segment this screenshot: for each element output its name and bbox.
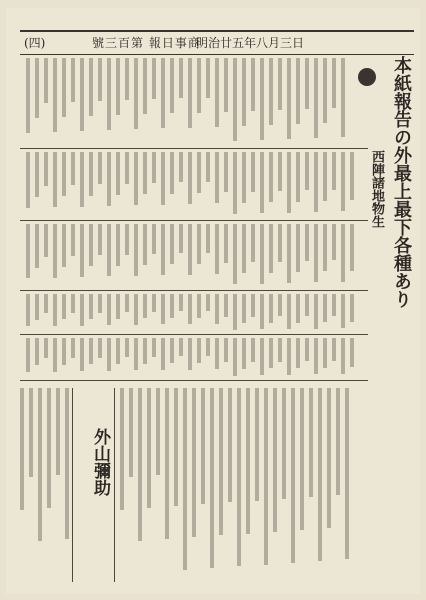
print-column xyxy=(26,152,30,208)
print-column xyxy=(341,294,345,328)
print-column xyxy=(210,388,214,568)
print-column xyxy=(224,294,228,317)
print-column xyxy=(341,224,345,282)
print-column xyxy=(291,388,295,563)
print-column xyxy=(80,338,84,371)
print-column xyxy=(215,338,219,369)
print-column xyxy=(350,152,354,200)
print-column xyxy=(197,224,201,264)
print-column xyxy=(224,338,228,362)
print-column xyxy=(179,338,183,356)
print-column xyxy=(26,58,30,133)
print-column xyxy=(35,224,39,268)
print-column xyxy=(323,152,327,201)
print-column xyxy=(314,152,318,212)
print-column xyxy=(197,152,201,193)
print-column xyxy=(260,338,264,375)
print-column xyxy=(26,338,30,372)
print-column xyxy=(323,224,327,271)
print-column xyxy=(71,294,75,313)
print-column xyxy=(62,224,66,267)
print-column xyxy=(170,294,174,318)
print-column xyxy=(179,152,183,182)
print-column xyxy=(129,388,133,477)
print-column xyxy=(323,338,327,368)
print-column xyxy=(44,338,48,358)
column-rule xyxy=(20,148,368,149)
print-column xyxy=(170,152,174,194)
print-column xyxy=(242,152,246,203)
print-column xyxy=(170,224,174,264)
print-column xyxy=(260,294,264,329)
print-column xyxy=(345,388,349,559)
print-column xyxy=(242,58,246,126)
print-column xyxy=(35,58,39,118)
column-rule xyxy=(72,388,73,582)
print-column xyxy=(134,338,138,370)
print-column xyxy=(332,58,336,108)
print-column xyxy=(53,224,57,278)
print-column xyxy=(35,152,39,197)
print-column xyxy=(188,224,192,275)
print-column xyxy=(161,224,165,275)
print-column xyxy=(251,224,255,262)
print-column xyxy=(305,58,309,109)
print-column xyxy=(318,388,322,561)
print-column xyxy=(98,224,102,255)
print-column xyxy=(323,294,327,322)
print-column xyxy=(143,152,147,194)
print-column xyxy=(287,152,291,213)
print-column xyxy=(80,58,84,131)
print-column xyxy=(215,152,219,203)
print-column xyxy=(233,294,237,330)
print-column xyxy=(62,152,66,196)
print-column xyxy=(287,338,291,375)
print-column xyxy=(215,58,219,127)
print-column xyxy=(314,338,318,374)
print-column xyxy=(152,224,156,254)
print-column xyxy=(269,58,273,125)
print-column xyxy=(269,224,273,273)
print-column xyxy=(134,294,138,325)
print-column xyxy=(287,294,291,329)
column-rule xyxy=(20,334,368,335)
print-column xyxy=(237,388,241,566)
headline-main: 本紙報告の外最上最下各種あり xyxy=(391,56,412,308)
print-column xyxy=(143,294,147,318)
print-column xyxy=(242,338,246,369)
print-column xyxy=(116,58,120,115)
print-column xyxy=(224,152,228,192)
newspaper-page xyxy=(6,8,420,594)
page-number: (四) xyxy=(24,36,46,50)
print-column xyxy=(269,338,273,368)
print-column xyxy=(251,58,255,111)
print-column xyxy=(116,224,120,266)
print-column xyxy=(125,294,129,312)
print-column xyxy=(197,294,201,318)
print-column xyxy=(251,152,255,192)
print-column xyxy=(53,152,57,207)
print-column xyxy=(147,388,151,508)
print-column xyxy=(152,152,156,183)
print-column xyxy=(332,338,336,361)
print-column xyxy=(332,224,336,260)
print-column xyxy=(89,294,93,319)
print-column xyxy=(62,338,66,365)
print-column xyxy=(264,388,268,565)
print-column xyxy=(53,338,57,372)
print-column xyxy=(143,338,147,364)
print-column xyxy=(197,338,201,363)
print-column xyxy=(44,152,48,186)
print-column xyxy=(179,58,183,98)
print-column xyxy=(38,388,42,541)
print-column xyxy=(65,388,69,539)
print-column xyxy=(89,152,93,196)
print-column xyxy=(201,388,205,504)
print-column xyxy=(134,224,138,276)
print-column xyxy=(179,294,183,311)
advertiser-name: 外山彌助 xyxy=(90,428,110,496)
print-column xyxy=(206,152,210,182)
print-column xyxy=(62,58,66,117)
section-heading: 西陣諸地物生 xyxy=(369,150,384,228)
print-column xyxy=(282,388,286,499)
print-column xyxy=(278,152,282,191)
print-column xyxy=(260,58,264,140)
print-column xyxy=(269,294,273,323)
print-column xyxy=(161,294,165,324)
print-column xyxy=(183,388,187,570)
print-column xyxy=(152,294,156,312)
print-column xyxy=(125,58,129,100)
print-column xyxy=(296,58,300,124)
print-column xyxy=(278,224,282,262)
print-column xyxy=(152,338,156,357)
print-column xyxy=(251,294,255,317)
print-column xyxy=(161,338,165,370)
print-column xyxy=(233,152,237,214)
print-column xyxy=(206,294,210,311)
print-column xyxy=(215,224,219,274)
print-column xyxy=(53,58,57,132)
print-column xyxy=(152,58,156,99)
print-column xyxy=(98,152,102,184)
print-column xyxy=(71,224,75,256)
print-column xyxy=(161,58,165,128)
print-column xyxy=(314,224,318,282)
print-column xyxy=(278,58,282,110)
print-column xyxy=(107,294,111,325)
print-column xyxy=(206,58,210,98)
print-column xyxy=(224,58,228,112)
print-column xyxy=(251,338,255,362)
print-column xyxy=(107,224,111,276)
print-column xyxy=(305,224,309,261)
print-column xyxy=(260,224,264,284)
print-column xyxy=(350,224,354,271)
print-column xyxy=(89,58,93,116)
print-column xyxy=(125,338,129,357)
print-column xyxy=(192,388,196,537)
issue-date: 明治廿五年八月三日 xyxy=(196,36,305,50)
print-column xyxy=(89,338,93,364)
print-column xyxy=(300,388,304,530)
print-column xyxy=(188,58,192,128)
print-column xyxy=(341,338,345,374)
print-column xyxy=(26,224,30,278)
masthead xyxy=(20,30,414,55)
print-column xyxy=(296,224,300,272)
print-column xyxy=(125,152,129,184)
print-column xyxy=(350,338,354,367)
print-column xyxy=(305,152,309,190)
print-column xyxy=(219,388,223,535)
print-column xyxy=(197,58,201,113)
print-column xyxy=(89,224,93,266)
print-column xyxy=(323,58,327,123)
print-column xyxy=(165,388,169,539)
print-column xyxy=(29,388,33,477)
print-column xyxy=(206,338,210,356)
print-column xyxy=(138,388,142,541)
print-column xyxy=(296,338,300,368)
print-column xyxy=(107,152,111,206)
print-column xyxy=(98,294,102,313)
print-column xyxy=(287,58,291,139)
print-column xyxy=(56,388,60,475)
print-column xyxy=(71,58,75,102)
print-column xyxy=(53,294,57,326)
print-column xyxy=(143,224,147,265)
print-column xyxy=(116,152,120,195)
print-column xyxy=(44,294,48,313)
print-column xyxy=(170,58,174,113)
print-column xyxy=(278,294,282,316)
print-column xyxy=(188,294,192,324)
print-column xyxy=(98,338,102,358)
print-column xyxy=(20,388,24,510)
print-column xyxy=(80,152,84,207)
print-column xyxy=(134,58,138,129)
print-column xyxy=(188,152,192,204)
print-column xyxy=(44,224,48,257)
print-column xyxy=(170,338,174,363)
print-column xyxy=(206,224,210,253)
print-column xyxy=(116,294,120,319)
print-column xyxy=(71,152,75,185)
print-column xyxy=(305,294,309,316)
print-column xyxy=(80,294,84,326)
print-column xyxy=(116,338,120,364)
print-column xyxy=(143,58,147,114)
print-column xyxy=(327,388,331,528)
print-column xyxy=(174,388,178,506)
print-column xyxy=(47,388,51,508)
print-column xyxy=(80,224,84,277)
print-column xyxy=(120,388,124,510)
column-rule xyxy=(20,290,368,291)
column-rule xyxy=(20,220,368,221)
print-column xyxy=(44,58,48,103)
print-column xyxy=(35,338,39,365)
print-column xyxy=(260,152,264,213)
print-column xyxy=(305,338,309,361)
bullet-mark xyxy=(358,68,376,86)
print-column xyxy=(215,294,219,324)
print-column xyxy=(125,224,129,255)
print-column xyxy=(134,152,138,205)
column-rule xyxy=(114,388,115,582)
print-column xyxy=(278,338,282,362)
print-column xyxy=(35,294,39,320)
print-column xyxy=(341,58,345,137)
print-column xyxy=(233,338,237,376)
print-column xyxy=(62,294,66,319)
print-column xyxy=(188,338,192,370)
print-column xyxy=(179,224,183,253)
print-column xyxy=(233,58,237,141)
print-column xyxy=(314,294,318,329)
print-column xyxy=(332,152,336,190)
print-column xyxy=(161,152,165,205)
print-column xyxy=(224,224,228,263)
print-column xyxy=(309,388,313,497)
print-column xyxy=(246,388,250,534)
print-column xyxy=(332,294,336,316)
print-column xyxy=(26,294,30,326)
print-column xyxy=(156,388,160,475)
print-column xyxy=(242,224,246,273)
print-column xyxy=(107,58,111,130)
print-column xyxy=(341,152,345,211)
print-column xyxy=(296,152,300,202)
print-column xyxy=(255,388,259,501)
print-column xyxy=(314,58,318,138)
print-column xyxy=(107,338,111,371)
print-column xyxy=(336,388,340,495)
print-column xyxy=(273,388,277,532)
column-rule xyxy=(20,380,368,381)
print-column xyxy=(269,152,273,202)
print-column xyxy=(228,388,232,502)
print-column xyxy=(233,224,237,284)
print-column xyxy=(98,58,102,101)
print-column xyxy=(296,294,300,323)
print-column xyxy=(287,224,291,283)
print-column xyxy=(71,338,75,358)
paper-name: 號三百第 報日事商 xyxy=(92,36,201,50)
print-column xyxy=(242,294,246,323)
print-column xyxy=(350,294,354,322)
